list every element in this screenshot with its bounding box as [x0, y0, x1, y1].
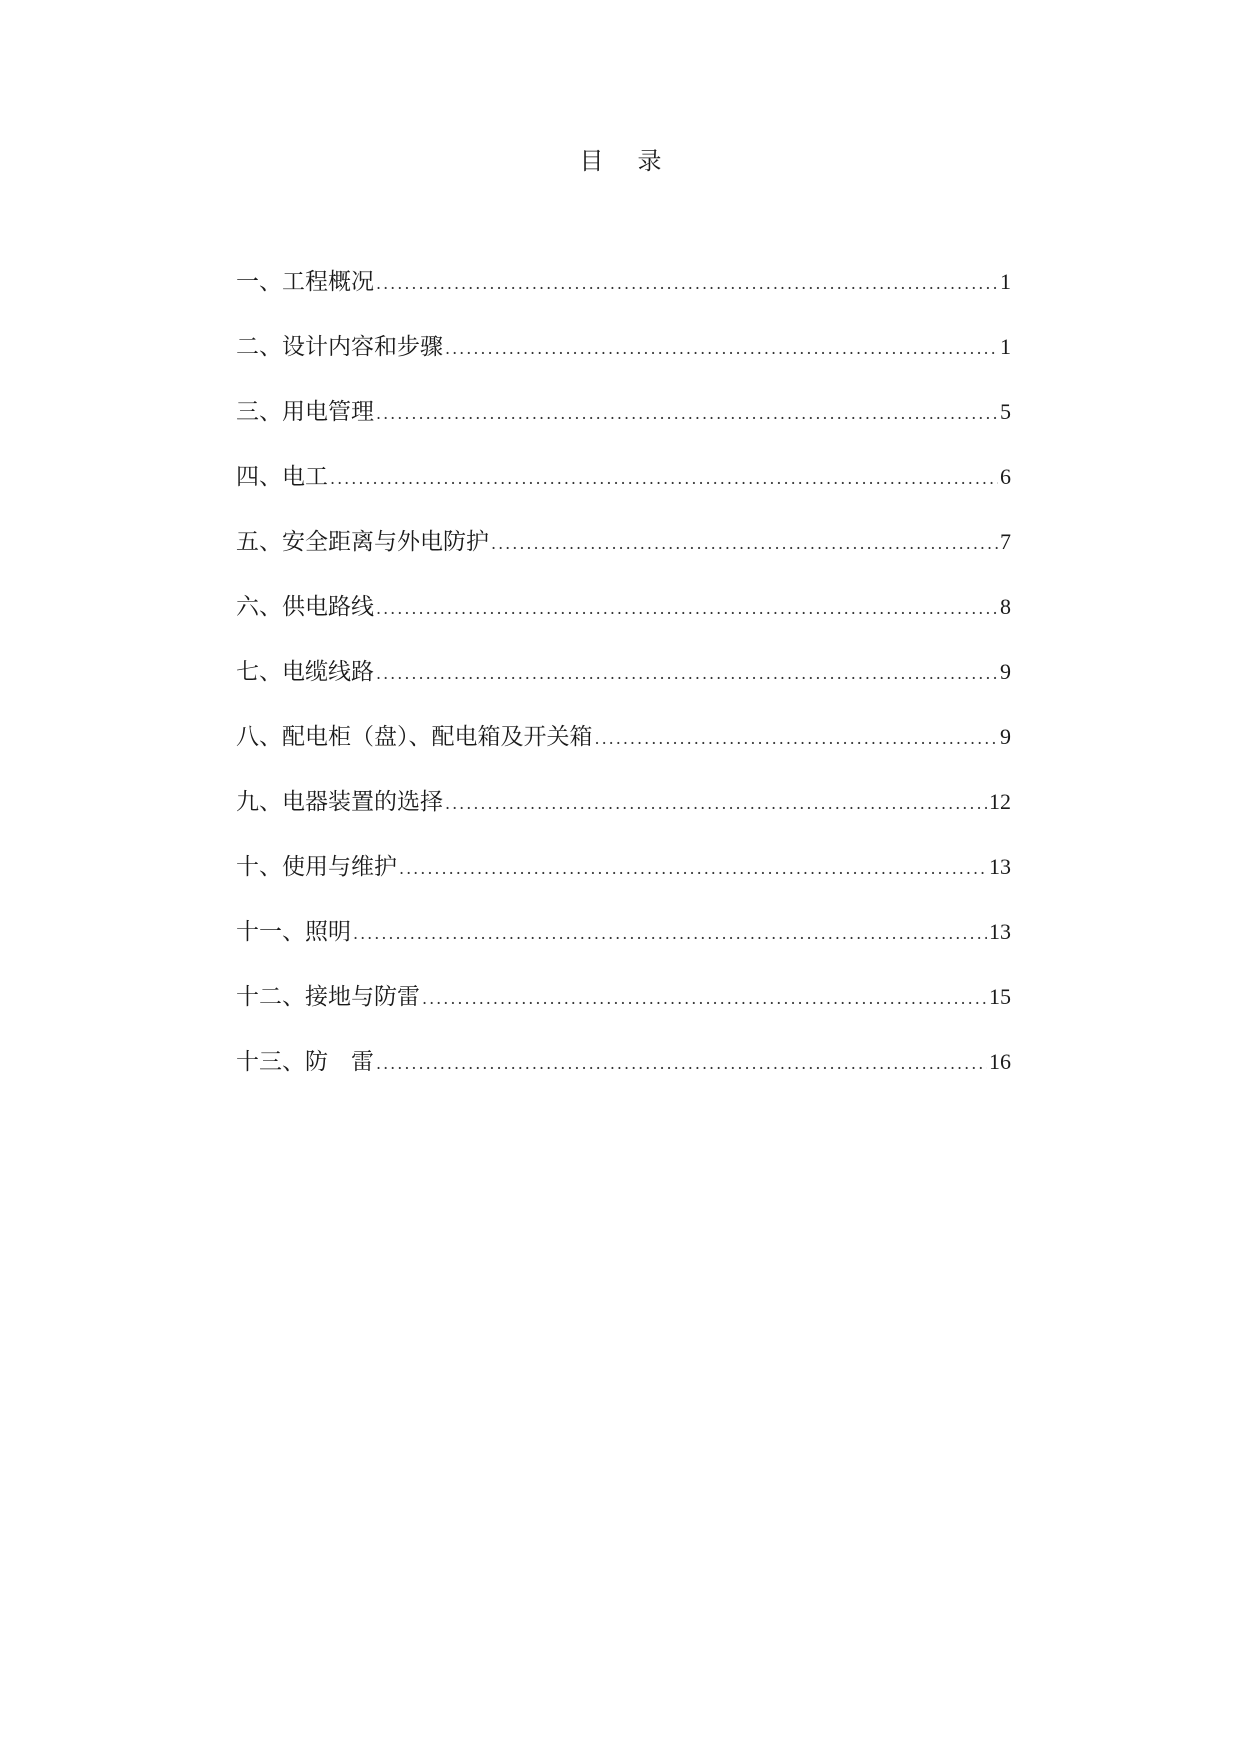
- toc-entry-label: 十二、接地与防雷: [236, 984, 420, 1010]
- dot-leader: [376, 266, 998, 302]
- toc-entry-label: 二、设计内容和步骤: [236, 334, 443, 360]
- toc-entry-9[interactable]: [236, 784, 1011, 849]
- dot-leader: [376, 656, 998, 692]
- dot-leader: [445, 331, 998, 367]
- toc-entry-label: 八、配电柜（盘）、配电箱及开关箱: [236, 724, 593, 750]
- toc-entry-label: 三、用电管理: [236, 399, 374, 425]
- dot-leader: [595, 721, 999, 757]
- dot-leader: [445, 786, 987, 822]
- toc-entry-8[interactable]: [236, 719, 1011, 784]
- toc-entry-label: 五、安全距离与外电防护: [236, 529, 489, 555]
- toc-entry-page: 8: [1000, 594, 1011, 619]
- toc-entry-12[interactable]: [236, 979, 1011, 1044]
- toc-entry-13[interactable]: [236, 1044, 1011, 1109]
- toc-title: [0, 146, 1241, 176]
- dot-leader: [376, 396, 998, 432]
- toc-entry-2[interactable]: [236, 329, 1011, 394]
- toc-entry-page: 9: [1000, 724, 1011, 749]
- toc-entry-5[interactable]: [236, 524, 1011, 589]
- dot-leader: [422, 981, 987, 1017]
- toc-entry-1[interactable]: [236, 264, 1011, 329]
- dot-leader: [376, 591, 998, 627]
- toc-entry-page: 1: [1000, 269, 1011, 294]
- toc-entry-page: 7: [1000, 529, 1011, 554]
- toc-entry-label: 七、电缆线路: [236, 659, 374, 685]
- toc-entry-page: 16: [989, 1049, 1011, 1074]
- toc-entry-page: 12: [989, 789, 1011, 814]
- toc-title-part1: 目: [579, 147, 604, 175]
- toc-title-part2: 录: [637, 147, 662, 175]
- dot-leader: [491, 526, 998, 562]
- toc-entry-page: 5: [1000, 399, 1011, 424]
- dot-leader: [376, 1046, 987, 1082]
- table-of-contents: [236, 264, 1011, 1109]
- toc-entry-page: 15: [989, 984, 1011, 1009]
- toc-entry-4[interactable]: [236, 459, 1011, 524]
- toc-entry-3[interactable]: [236, 394, 1011, 459]
- toc-entry-10[interactable]: [236, 849, 1011, 914]
- toc-entry-7[interactable]: [236, 654, 1011, 719]
- toc-entry-6[interactable]: [236, 589, 1011, 654]
- toc-entry-page: 1: [1000, 334, 1011, 359]
- dot-leader: [353, 916, 987, 952]
- dot-leader: [330, 461, 998, 497]
- toc-entry-page: 9: [1000, 659, 1011, 684]
- toc-entry-label: 十一、照明: [236, 919, 351, 945]
- toc-entry-page: 13: [989, 854, 1011, 879]
- dot-leader: [399, 851, 987, 887]
- toc-entry-label: 四、电工: [236, 464, 328, 490]
- toc-entry-11[interactable]: [236, 914, 1011, 979]
- toc-entry-label: 十三、防 雷: [236, 1049, 374, 1075]
- toc-entry-page: 6: [1000, 464, 1011, 489]
- toc-entry-label: 一、工程概况: [236, 269, 374, 295]
- toc-entry-label: 六、供电路线: [236, 594, 374, 620]
- toc-entry-label: 十、使用与维护: [236, 854, 397, 880]
- toc-entry-label: 九、电器装置的选择: [236, 789, 443, 815]
- toc-entry-page: 13: [989, 919, 1011, 944]
